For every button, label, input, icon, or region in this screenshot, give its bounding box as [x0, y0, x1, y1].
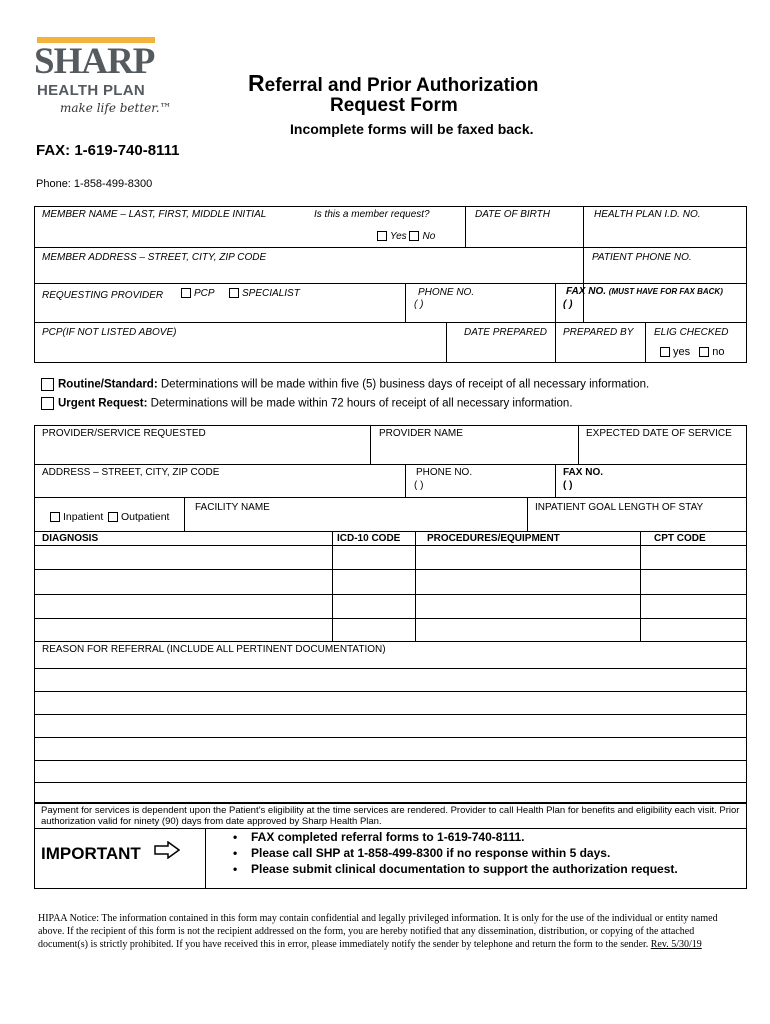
date-prepared-label: DATE PREPARED — [464, 327, 547, 338]
pcp-option — [181, 288, 215, 299]
table-header-icd10: ICD-10 CODE — [337, 533, 401, 544]
inpatient-checkbox[interactable] — [50, 512, 60, 522]
provider-fax-paren: ( ) — [563, 299, 573, 310]
urgent-label: Urgent Request: — [58, 397, 148, 410]
outpatient-checkbox[interactable] — [108, 512, 118, 522]
outpatient-label: Outpatient — [121, 511, 170, 523]
form-title-line1 — [248, 70, 538, 97]
member-request-question: Is this a member request? — [314, 209, 430, 220]
prepared-by-label: PREPARED BY — [563, 327, 634, 338]
member-section — [34, 206, 747, 363]
inpatient-label: Inpatient — [63, 511, 104, 523]
pcp-not-listed-label: PCP(IF NOT LISTED ABOVE) — [42, 327, 177, 338]
member-request-options — [377, 231, 435, 242]
provider-phone-paren: ( ) — [414, 299, 424, 310]
reason-section — [34, 642, 747, 803]
routine-checkbox[interactable] — [41, 378, 54, 391]
fax-note: (MUST HAVE FOR FAX BACK) — [608, 287, 723, 296]
table-header-diagnosis: DIAGNOSIS — [42, 533, 99, 544]
facility-name-label: FACILITY NAME — [195, 502, 270, 513]
urgent-checkbox[interactable] — [41, 397, 54, 410]
important-item: • Please call SHP at 1-858-499-8300 if no response within 5 days. — [251, 845, 678, 861]
routine-option — [41, 378, 649, 391]
specialist-checkbox[interactable] — [229, 288, 239, 298]
elig-yes-label: yes — [673, 346, 691, 358]
title-rest: eferral and Prior Authorization — [264, 75, 539, 96]
outpatient-option — [108, 511, 169, 523]
payment-note: Payment for services is dependent upon the Patient’s eligibility at the time services are rendered. Provider to call Health Plan for benefits and eligibility each visit. Prior authorization valid for ninety (90) days from date approved by Sharp Health Plan. — [41, 805, 740, 827]
phone-number: Phone: 1-858-499-8300 — [36, 178, 153, 190]
urgent-option — [41, 397, 573, 410]
service-address-label: ADDRESS – STREET, CITY, ZIP CODE — [42, 467, 220, 478]
pcp-checkbox[interactable] — [181, 288, 191, 298]
logo-tagline: make life better.™ — [60, 101, 172, 115]
elig-yes-checkbox[interactable] — [660, 347, 670, 357]
elig-no-label: no — [712, 346, 725, 358]
yes-label: Yes — [390, 231, 407, 242]
form-subtitle: Incomplete forms will be faxed back. — [290, 121, 534, 137]
elig-options — [660, 346, 725, 358]
hipaa-text: HIPAA Notice: The information contained in this form may contain confidential and legally privileged information. It is only for the use of the individual or entity named above. If the recipient of this form is not the recipient addressed on the form, you are hereby notified that any dissemination, distribution, or copying of the attached document(s) is strictly prohibited. If you have received this in error, please immediately notify the sender by telephone and return the form to the sender. — [38, 913, 718, 950]
logo-wordmark: SHARP — [34, 41, 155, 82]
dob-label: DATE OF BIRTH — [475, 209, 551, 220]
logo-subtitle: HEALTH PLAN — [37, 82, 146, 99]
important-label: IMPORTANT — [41, 844, 141, 863]
health-plan-id-label: HEALTH PLAN I.D. NO. — [594, 209, 701, 220]
service-phone-paren: ( ) — [414, 480, 424, 491]
provider-service-label: PROVIDER/SERVICE REQUESTED — [42, 428, 206, 439]
routine-text: Determinations will be made within five (5) business days of receipt of all necessary information. — [157, 378, 650, 391]
service-fax-label: FAX NO. — [563, 467, 604, 478]
table-header-cpt: CPT CODE — [654, 533, 706, 544]
service-fax-paren: ( ) — [563, 480, 573, 491]
fax-number: FAX: 1-619-740-8111 — [36, 142, 180, 159]
reason-label: REASON FOR REFERRAL (INCLUDE ALL PERTINENT DOCUMENTATION) — [42, 644, 386, 655]
table-header-procedures: PROCEDURES/EQUIPMENT — [427, 533, 560, 544]
provider-name-label: PROVIDER NAME — [379, 428, 463, 439]
hipaa-notice — [38, 912, 738, 951]
patient-phone-label: PATIENT PHONE NO. — [592, 252, 692, 263]
urgent-text: Determinations will be made within 72 hours of receipt of all necessary information. — [147, 397, 573, 410]
member-name-label: MEMBER NAME – LAST, FIRST, MIDDLE INITIAL — [42, 209, 267, 220]
no-label: No — [422, 231, 436, 242]
service-phone-label: PHONE NO. — [416, 467, 473, 478]
important-item: • FAX completed referral forms to 1-619-740-8111. — [251, 829, 678, 845]
inpatient-option — [50, 511, 103, 523]
no-checkbox[interactable] — [409, 231, 419, 241]
arrow-right-icon — [154, 841, 180, 859]
yes-checkbox[interactable] — [377, 231, 387, 241]
member-address-label: MEMBER ADDRESS – STREET, CITY, ZIP CODE — [42, 252, 267, 263]
fax-label-text: FAX NO. — [566, 286, 607, 297]
provider-phone-label: PHONE NO. — [418, 287, 475, 298]
elig-checked-label: ELIG CHECKED — [654, 327, 729, 338]
provider-fax-label — [566, 286, 723, 297]
pcp-label: PCP — [194, 288, 215, 299]
specialist-label: SPECIALIST — [242, 288, 300, 299]
important-item: • Please submit clinical documentation to support the authorization request. — [251, 861, 678, 877]
specialist-option — [229, 288, 300, 299]
routine-label: Routine/Standard: — [58, 378, 158, 391]
important-list — [251, 829, 678, 877]
inpatient-goal-label: INPATIENT GOAL LENGTH OF STAY — [535, 502, 704, 513]
expected-date-label: EXPECTED DATE OF SERVICE — [586, 428, 732, 439]
form-title-line2: Request Form — [330, 95, 458, 116]
requesting-provider-label: REQUESTING PROVIDER — [42, 290, 164, 301]
title-initial: R — [248, 70, 265, 96]
revision-label: Rev. 5/30/19 — [650, 939, 702, 950]
elig-no-checkbox[interactable] — [699, 347, 709, 357]
